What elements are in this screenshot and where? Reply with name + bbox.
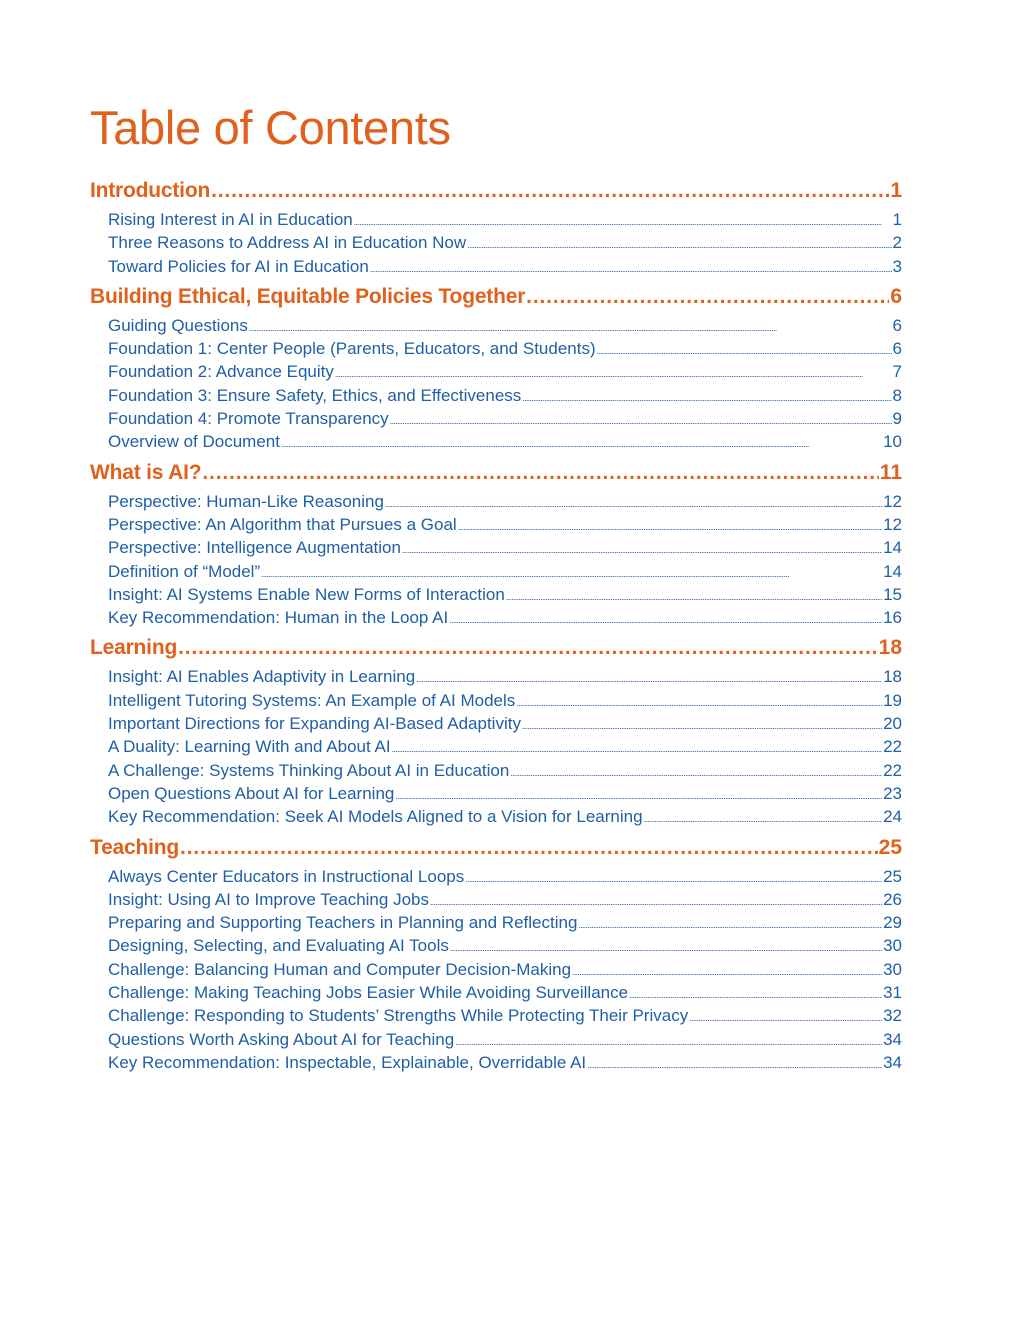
toc-entry-title: Questions Worth Asking About AI for Teaching bbox=[108, 1029, 455, 1049]
toc-entry-page-number: 24 bbox=[883, 807, 902, 827]
toc-entry-page-number: 30 bbox=[883, 959, 902, 979]
dot-leader bbox=[370, 258, 892, 281]
toc-entry-page-number: 20 bbox=[883, 714, 902, 734]
toc-section-page-number: 25 bbox=[878, 835, 902, 859]
toc-entry-page-number: 14 bbox=[883, 538, 902, 558]
dot-leader bbox=[578, 914, 882, 937]
toc-entry-title: A Challenge: Systems Thinking About AI in Education bbox=[108, 760, 510, 780]
toc-section-heading[interactable] bbox=[90, 633, 902, 663]
toc-entry[interactable] bbox=[90, 782, 902, 805]
toc-entry-title: Foundation 1: Center People (Parents, Educators, and Students) bbox=[108, 339, 596, 359]
toc-section bbox=[90, 176, 902, 278]
toc-entry-page-number: 19 bbox=[883, 690, 902, 710]
toc-entry-page-number: 34 bbox=[883, 1052, 902, 1072]
dot-leader bbox=[467, 234, 891, 257]
toc-entry[interactable] bbox=[90, 934, 902, 957]
toc-entry-title: Perspective: Human-Like Reasoning bbox=[108, 491, 384, 511]
toc-entry-title: Challenge: Responding to Students’ Strengths While Protecting Their Privacy bbox=[108, 1006, 689, 1026]
toc-entry[interactable] bbox=[90, 805, 902, 828]
toc-entry-page-number: 12 bbox=[883, 514, 902, 534]
toc-entry-page-number: 3 bbox=[892, 256, 902, 276]
dot-leader bbox=[506, 586, 882, 609]
toc-entry-page-number: 1 bbox=[892, 210, 902, 229]
toc-entry[interactable] bbox=[90, 490, 902, 513]
toc-section bbox=[90, 833, 902, 1075]
toc-entry[interactable] bbox=[90, 407, 902, 430]
dot-leader bbox=[644, 808, 883, 831]
toc-entry[interactable] bbox=[90, 583, 902, 606]
toc-entry-page-number: 16 bbox=[883, 608, 902, 628]
dot-leader bbox=[402, 539, 882, 562]
toc-entry[interactable] bbox=[90, 888, 902, 911]
dot-leader bbox=[458, 516, 882, 539]
toc-section-heading[interactable] bbox=[90, 458, 902, 488]
toc-entry-page-number: 6 bbox=[892, 315, 902, 335]
toc-entry-title: Always Center Educators in Instructional Loops bbox=[108, 866, 465, 886]
toc-entry-page-number: 9 bbox=[892, 409, 902, 429]
toc-entry-title: Foundation 2: Advance Equity bbox=[108, 362, 334, 382]
toc-entry[interactable] bbox=[90, 1051, 902, 1074]
toc-entry[interactable] bbox=[90, 208, 902, 231]
toc-entry[interactable] bbox=[90, 865, 902, 888]
toc-entry-page-number: 30 bbox=[883, 936, 902, 956]
toc-entry-title: Insight: AI Enables Adaptivity in Learning bbox=[108, 667, 416, 687]
toc-entry[interactable] bbox=[90, 337, 902, 360]
toc-section-heading[interactable] bbox=[90, 176, 902, 206]
dot-leader bbox=[689, 1007, 882, 1030]
toc-entry[interactable] bbox=[90, 255, 902, 278]
toc-entry-title: Guiding Questions bbox=[108, 315, 248, 335]
dot-leader bbox=[522, 715, 882, 738]
toc-section-heading[interactable] bbox=[90, 833, 902, 863]
page-title: Table of Contents bbox=[90, 101, 451, 154]
toc-entry[interactable] bbox=[90, 606, 902, 629]
toc-entry-title: Toward Policies for AI in Education bbox=[108, 256, 369, 276]
toc-section-title: Introduction bbox=[90, 179, 211, 202]
toc-entry-title: Definition of “Model” bbox=[108, 561, 261, 581]
toc-entry-title: Key Recommendation: Inspectable, Explainable, Overridable AI bbox=[108, 1052, 587, 1072]
toc-entry-page-number: 12 bbox=[883, 491, 902, 511]
toc-entry-title: Perspective: Intelligence Augmentation bbox=[108, 538, 401, 558]
toc-entry-title: Insight: AI Systems Enable New Forms of Interaction bbox=[108, 584, 505, 604]
toc-section-page-number: 6 bbox=[890, 284, 902, 308]
toc-entry[interactable] bbox=[90, 560, 902, 583]
toc-entry-title: A Duality: Learning With and About AI bbox=[108, 737, 391, 757]
toc-page bbox=[90, 98, 902, 1078]
toc-entry-title: Challenge: Balancing Human and Computer Decision-Making bbox=[108, 959, 572, 979]
toc-entry-page-number: 8 bbox=[892, 385, 902, 405]
toc-entry[interactable] bbox=[90, 1004, 902, 1027]
toc-section bbox=[90, 458, 902, 630]
toc-entry-page-number: 29 bbox=[883, 913, 902, 933]
toc-entry-title: Challenge: Making Teaching Jobs Easier While Avoiding Surveillance bbox=[108, 983, 629, 1003]
toc-entry-title: Foundation 4: Promote Transparency bbox=[108, 409, 389, 429]
toc-entry[interactable] bbox=[90, 1028, 902, 1051]
toc-entry-page-number: 18 bbox=[883, 667, 902, 687]
toc-entry[interactable] bbox=[90, 513, 902, 536]
toc-section-title: Building Ethical, Equitable Policies Together bbox=[90, 284, 526, 308]
toc-entry-title: Foundation 3: Ensure Safety, Ethics, and Effectiveness bbox=[108, 385, 522, 405]
dot-leader bbox=[597, 340, 892, 363]
toc-entry-page-number: 22 bbox=[883, 760, 902, 780]
toc-entry[interactable] bbox=[90, 536, 902, 559]
dot-leader bbox=[522, 387, 891, 410]
toc-entry-title: Preparing and Supporting Teachers in Planning and Reflecting bbox=[108, 913, 578, 933]
toc-entry[interactable] bbox=[90, 384, 902, 407]
toc-entry-title: Designing, Selecting, and Evaluating AI Tools bbox=[108, 936, 449, 956]
toc-entry[interactable] bbox=[90, 759, 902, 782]
toc-entry[interactable] bbox=[90, 231, 902, 254]
toc-section-title: What is AI? bbox=[90, 460, 202, 484]
dot-leader bbox=[281, 433, 882, 456]
toc-body bbox=[90, 176, 902, 1074]
dot-leader bbox=[180, 833, 878, 863]
toc-entry-title: Key Recommendation: Human in the Loop AI bbox=[108, 608, 449, 628]
toc-entry[interactable] bbox=[90, 735, 902, 758]
toc-section-page-number: 1 bbox=[890, 179, 902, 202]
dot-leader bbox=[178, 633, 878, 663]
toc-entry-page-number: 25 bbox=[883, 866, 902, 886]
toc-entry-page-number: 14 bbox=[883, 561, 902, 581]
toc-entry[interactable] bbox=[90, 430, 902, 453]
dot-leader bbox=[516, 692, 882, 715]
toc-entry-page-number: 2 bbox=[892, 233, 902, 253]
dot-leader bbox=[385, 493, 882, 516]
toc-section bbox=[90, 282, 902, 454]
toc-entry-title: Overview of Document bbox=[108, 432, 280, 452]
dot-leader bbox=[510, 762, 882, 785]
toc-entry-title: Key Recommendation: Seek AI Models Aligned to a Vision for Learning bbox=[108, 807, 643, 827]
toc-entry-page-number: 6 bbox=[892, 339, 902, 359]
toc-section-title: Teaching bbox=[90, 835, 180, 859]
toc-entry[interactable] bbox=[90, 911, 902, 934]
toc-entry-page-number: 23 bbox=[883, 783, 902, 803]
toc-section bbox=[90, 633, 902, 828]
toc-entry[interactable] bbox=[90, 689, 902, 712]
toc-entry-page-number: 10 bbox=[883, 432, 902, 452]
toc-entry-title: Insight: Using AI to Improve Teaching Jobs bbox=[108, 889, 429, 909]
toc-section-page-number: 11 bbox=[879, 460, 902, 484]
toc-entry-title: Perspective: An Algorithm that Pursues a Goal bbox=[108, 514, 457, 534]
dot-leader bbox=[390, 410, 892, 433]
toc-entry-page-number: 15 bbox=[883, 584, 902, 604]
dot-leader bbox=[465, 868, 882, 891]
toc-section-page-number: 18 bbox=[878, 636, 902, 660]
toc-entry[interactable] bbox=[90, 958, 902, 981]
toc-entry-title: Open Questions About AI for Learning bbox=[108, 783, 395, 803]
toc-entry[interactable] bbox=[90, 360, 902, 383]
toc-entry[interactable] bbox=[90, 665, 902, 688]
dot-leader bbox=[202, 458, 878, 488]
toc-entry-page-number: 26 bbox=[883, 889, 902, 909]
dot-leader bbox=[526, 282, 889, 312]
dot-leader bbox=[211, 176, 889, 206]
toc-entry[interactable] bbox=[90, 712, 902, 735]
toc-entry-title: Rising Interest in AI in Education bbox=[108, 210, 353, 229]
toc-entry-page-number: 7 bbox=[892, 362, 902, 382]
dot-leader bbox=[449, 609, 882, 632]
toc-entry-page-number: 22 bbox=[883, 737, 902, 757]
toc-entry-title: Intelligent Tutoring Systems: An Example of AI Models bbox=[108, 690, 516, 710]
toc-entry-title: Three Reasons to Address AI in Education Now bbox=[108, 233, 467, 253]
dot-leader bbox=[587, 1054, 882, 1077]
toc-entry[interactable] bbox=[90, 314, 902, 337]
toc-entry-page-number: 34 bbox=[883, 1029, 902, 1049]
toc-entry-page-number: 31 bbox=[883, 983, 902, 1003]
toc-entry-page-number: 32 bbox=[883, 1006, 902, 1026]
toc-section-title: Learning bbox=[90, 636, 178, 660]
toc-section-heading[interactable] bbox=[90, 282, 902, 312]
toc-entry[interactable] bbox=[90, 981, 902, 1004]
toc-entry-title: Important Directions for Expanding AI-Based Adaptivity bbox=[108, 714, 521, 734]
